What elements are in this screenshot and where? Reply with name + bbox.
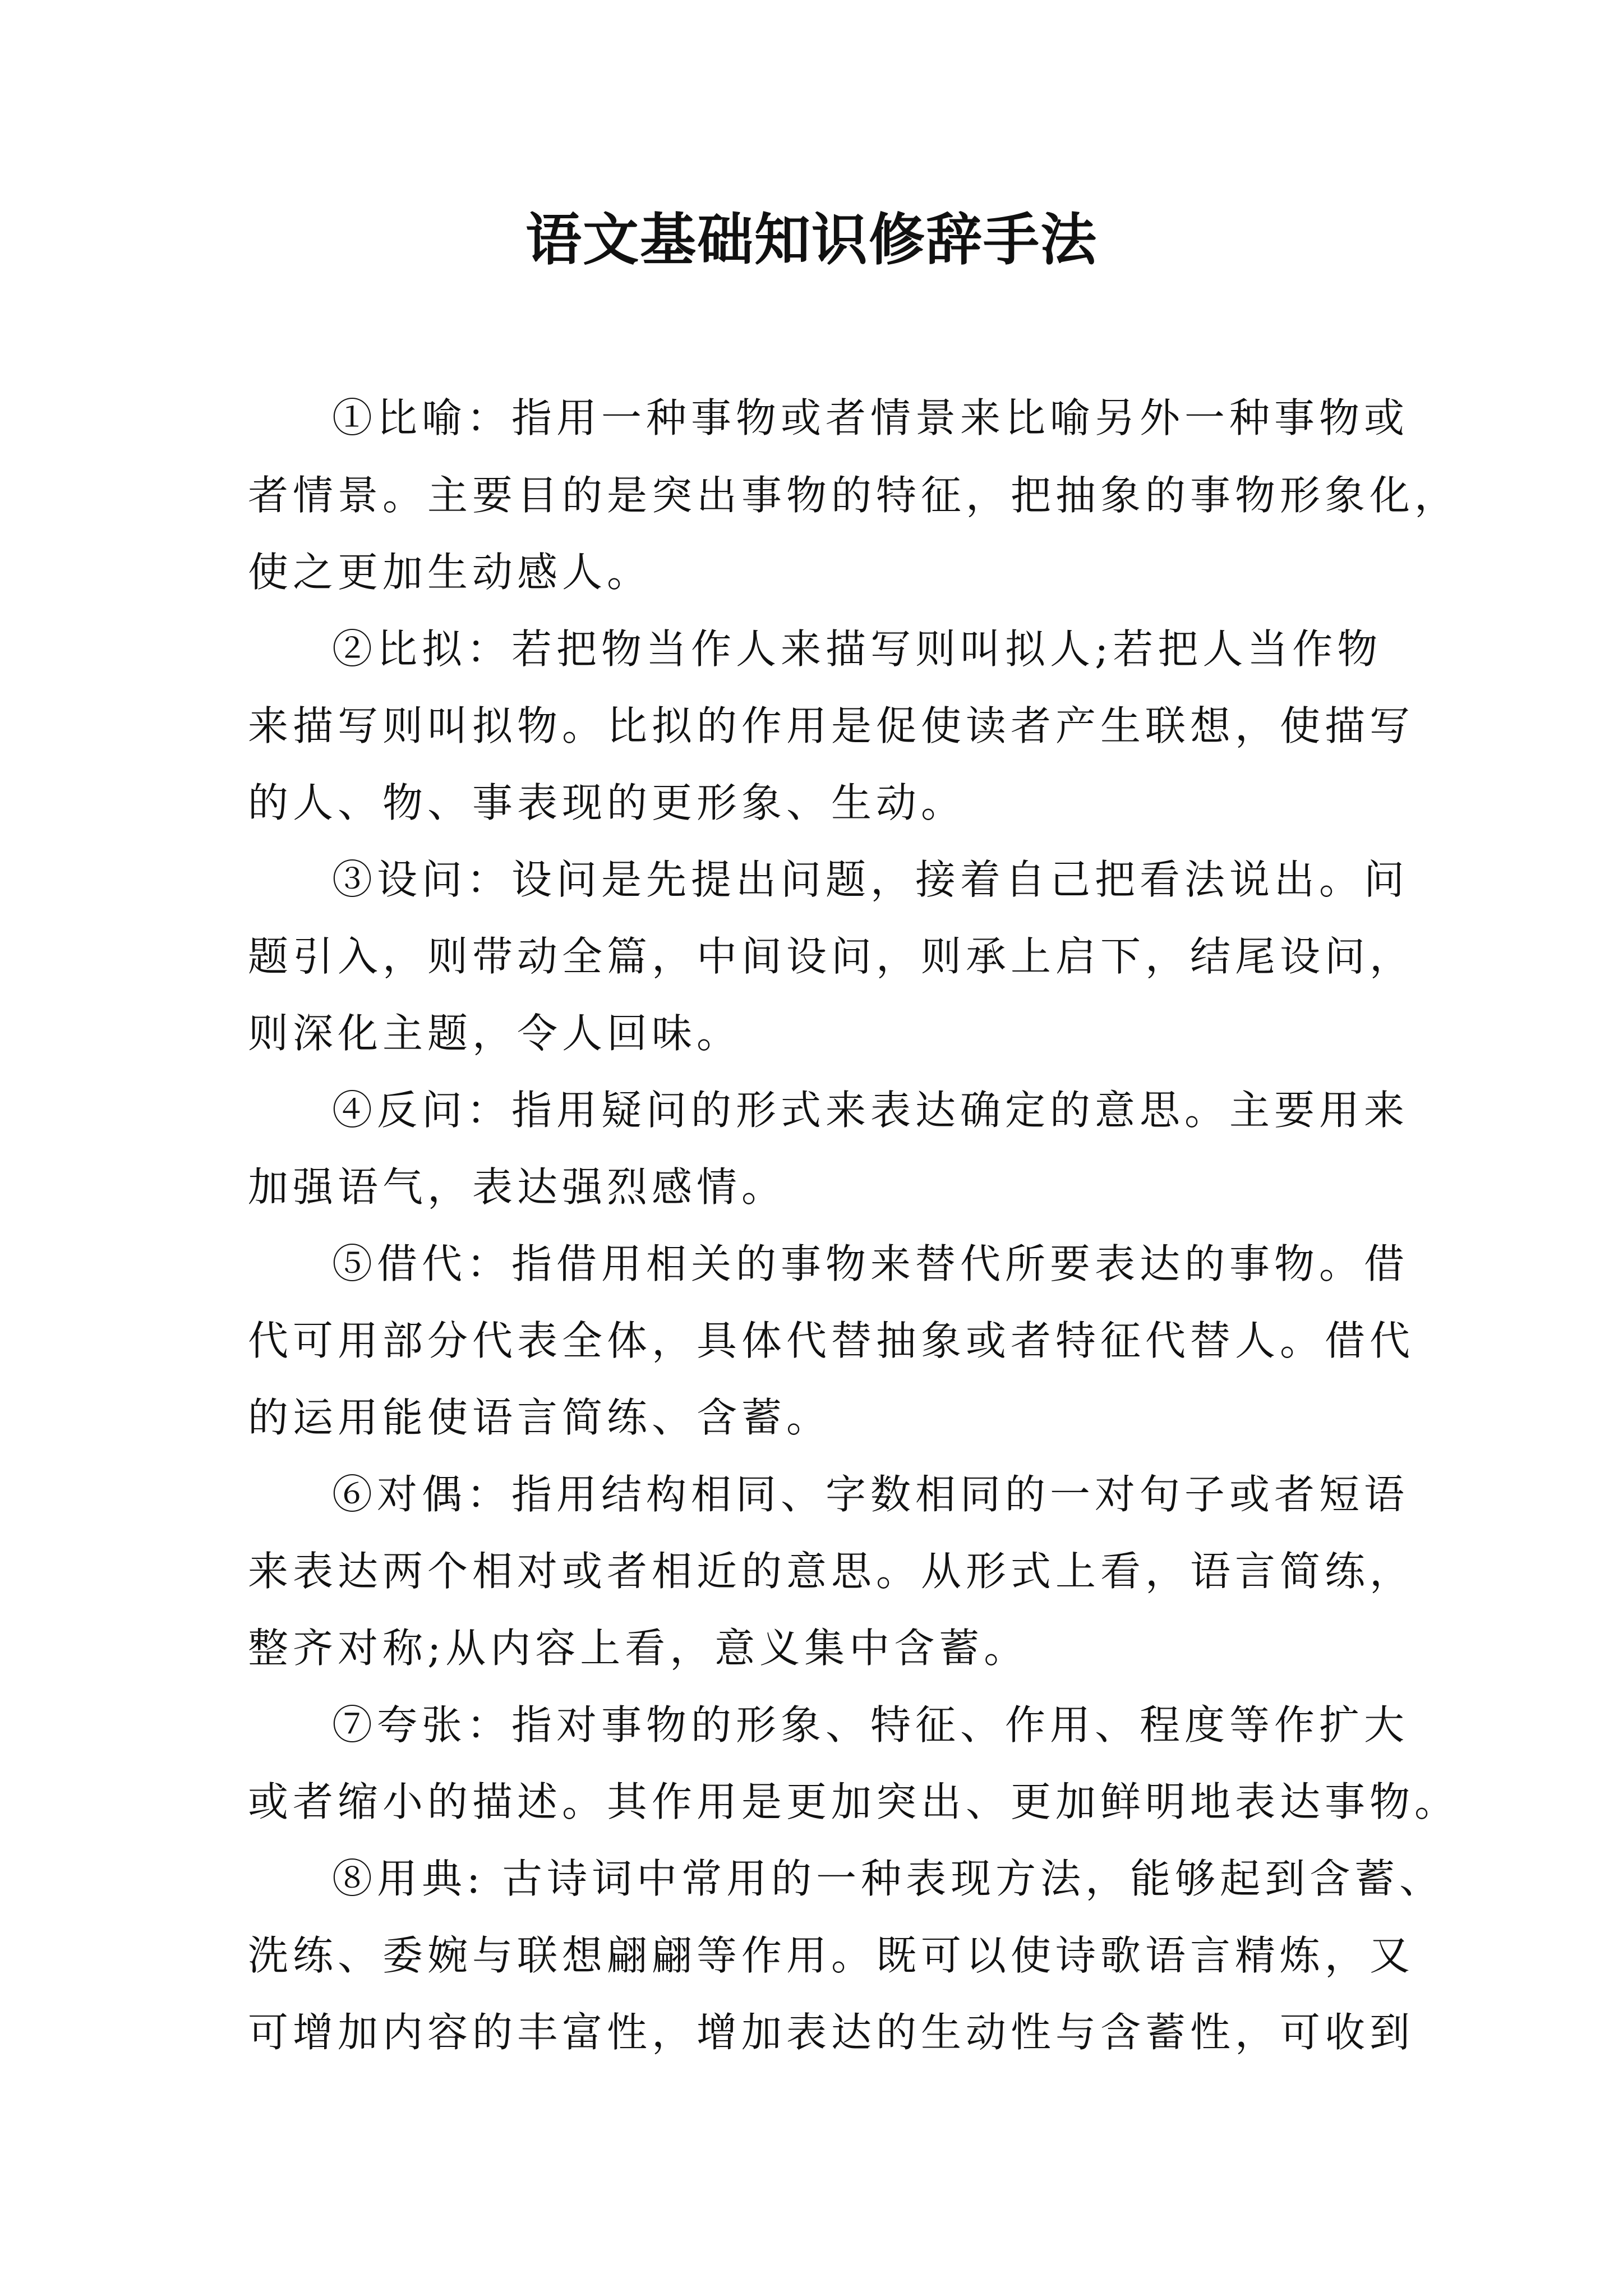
paragraph-line: ①比喻：指用一种事物或者情景来比喻另外一种事物或: [332, 394, 1409, 441]
paragraph-line: 则深化主题，令人回味。: [248, 1010, 742, 1057]
paragraph-line: 使之更加生动感人。: [248, 549, 652, 596]
paragraph-line: ④反问：指用疑问的形式来表达确定的意思。主要用来: [332, 1087, 1409, 1134]
paragraph-line: ⑦夸张：指对事物的形象、特征、作用、程度等作扩大: [332, 1701, 1409, 1749]
paragraph-line: 整齐对称;从内容上看，意义集中含蓄。: [248, 1625, 1029, 1672]
paragraph-line: ⑤借代：指借用相关的事物来替代所要表达的事物。借: [332, 1240, 1409, 1287]
paragraph-line: 可增加内容的丰富性，增加表达的生动性与含蓄性，可收到: [248, 2009, 1415, 2056]
paragraph-line: ③设问：设问是先提出问题，接着自己把看法说出。问: [332, 856, 1409, 903]
paragraph-line: ⑧用典: 古诗词中常用的一种表现方法，能够起到含蓄、: [332, 1855, 1445, 1902]
paragraph-line: 洗练、委婉与联想翩翩等作用。既可以使诗歌语言精炼，又: [248, 1932, 1415, 1979]
paragraph-line: 来表达两个相对或者相近的意思。从形式上看，语言简练，: [248, 1548, 1415, 1595]
paragraph-line: 或者缩小的描述。其作用是更加突出、更加鲜明地表达事物。: [248, 1778, 1460, 1825]
paragraph-line: 代可用部分代表全体，具体代替抽象或者特征代替人。借代: [248, 1317, 1415, 1364]
paragraph-line: 加强语气，表达强烈感情。: [248, 1163, 787, 1211]
paragraph-line: ②比拟：若把物当作人来描写则叫拟人;若把人当作物: [332, 625, 1382, 673]
paragraph-line: 来描写则叫拟物。比拟的作用是促使读者产生联想，使描写: [248, 702, 1415, 749]
document-title: 语文基础知识修辞手法: [525, 206, 1098, 273]
paragraph-line: 者情景。主要目的是突出事物的特征，把抽象的事物形象化，: [248, 472, 1460, 519]
paragraph-line: 的运用能使语言简练、含蓄。: [248, 1394, 832, 1441]
paragraph-line: 题引入，则带动全篇，中间设问，则承上启下，结尾设问，: [248, 933, 1415, 980]
paragraph-line: 的人、物、事表现的更形象、生动。: [248, 779, 966, 826]
paragraph-line: ⑥对偶：指用结构相同、字数相同的一对句子或者短语: [332, 1471, 1409, 1518]
